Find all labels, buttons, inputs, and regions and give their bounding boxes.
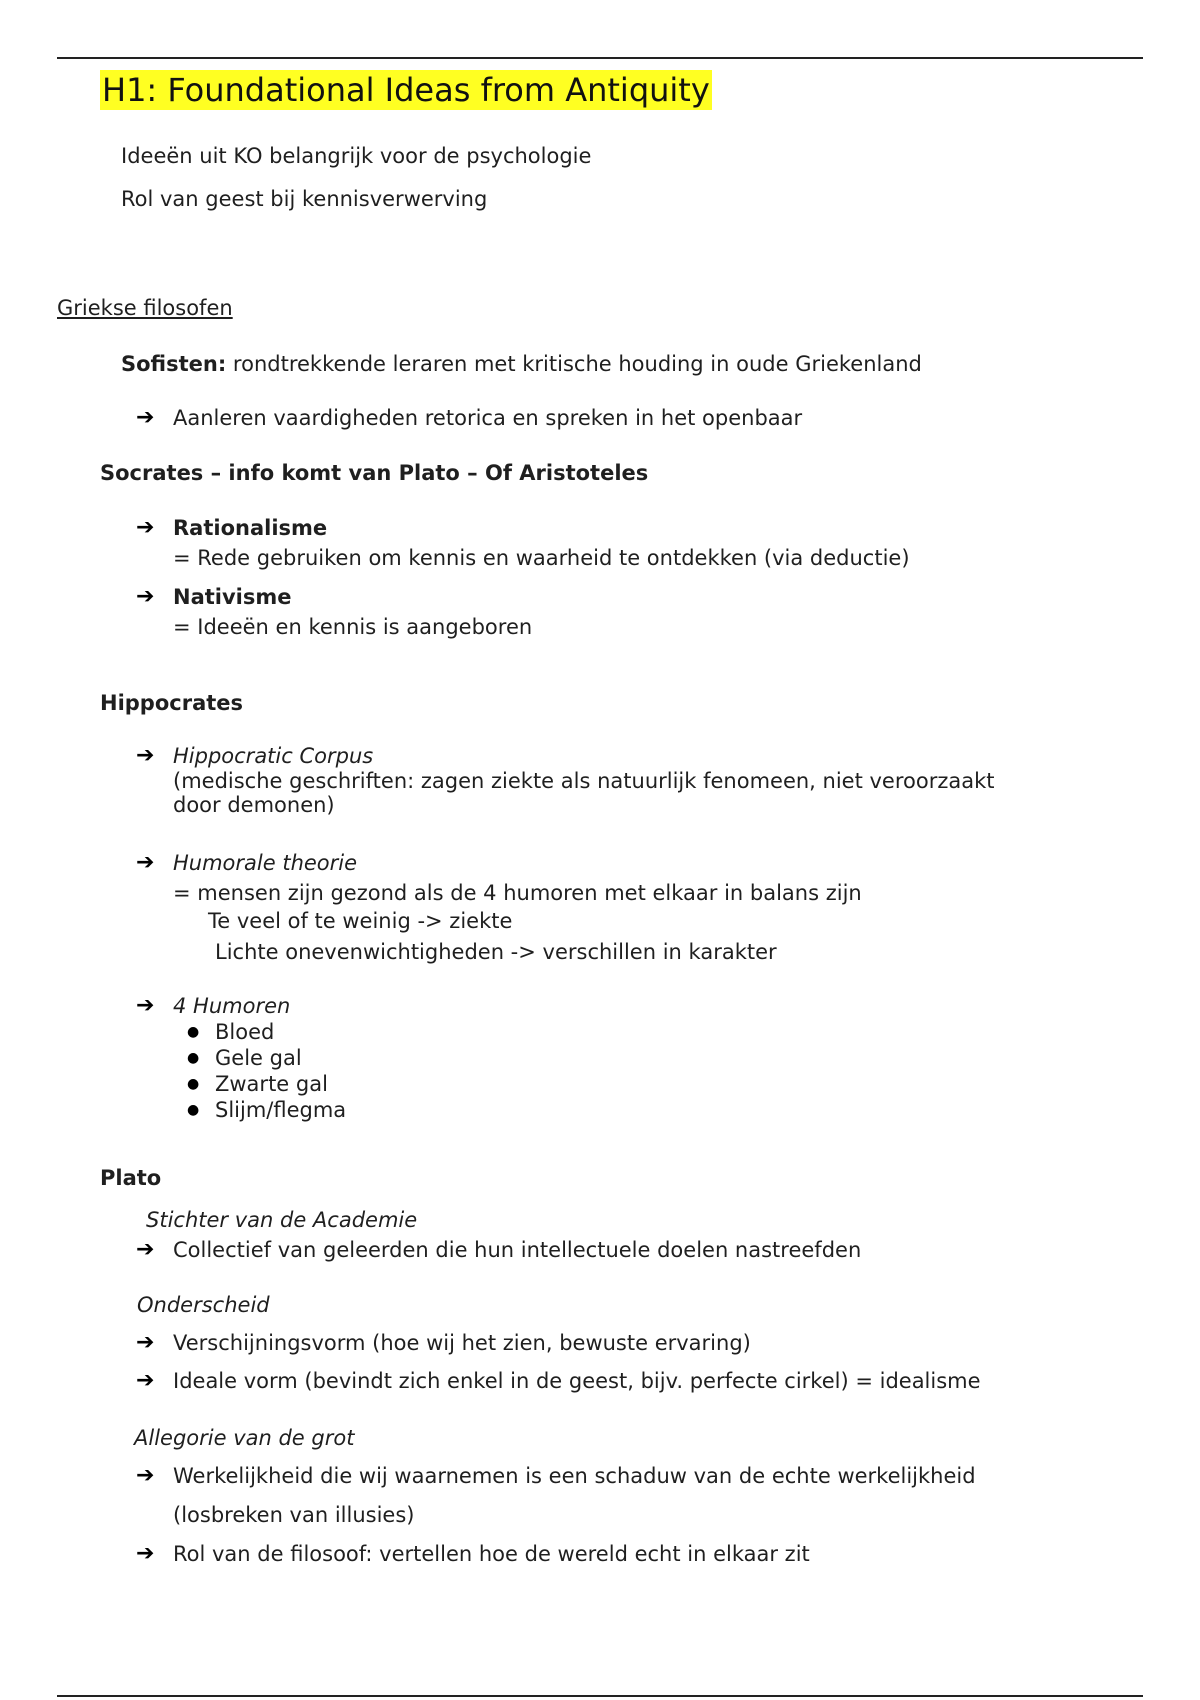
cave-point-1: Werkelijkheid die wij waarnemen is een schaduw van de echte werkelijkheid — [173, 1464, 976, 1488]
arrow-icon: ➔ — [136, 850, 155, 875]
sofisten-definition — [121, 351, 922, 377]
bullet-icon: ● — [187, 1076, 200, 1092]
arrow-icon: ➔ — [136, 515, 155, 540]
academy-subtitle: Stichter van de Academie — [146, 1208, 418, 1232]
corpus-line-2: door demonen) — [173, 793, 335, 817]
socrates-heading: Socrates – info komt van Plato – Of Aristoteles — [100, 461, 649, 485]
plato-heading: Plato — [100, 1166, 162, 1190]
nativisme-definition: = Ideeën en kennis is aangeboren — [173, 615, 533, 639]
arrow-icon: ➔ — [136, 1330, 155, 1355]
bullet-icon: ● — [187, 1102, 200, 1118]
distinction-subtitle: Onderscheid — [137, 1293, 270, 1317]
academy-point: Collectief van geleerden die hun intellectuele doelen nastreefden — [173, 1238, 862, 1262]
cave-point-1-continued: (losbreken van illusies) — [173, 1503, 415, 1527]
top-rule — [57, 57, 1143, 59]
arrow-icon: ➔ — [136, 1541, 155, 1566]
distinction-point: Verschijningsvorm (hoe wij het zien, bewuste ervaring) — [173, 1331, 751, 1355]
sofisten-text: rondtrekkende leraren met kritische houding in oude Griekenland — [226, 352, 922, 376]
arrow-icon: ➔ — [136, 405, 155, 430]
distinction-point: Ideale vorm (bevindt zich enkel in de geest, bijv. perfecte cirkel) = idealisme — [173, 1369, 981, 1393]
rationalisme-term: Rationalisme — [173, 516, 328, 540]
humor-item: Gele gal — [215, 1046, 302, 1070]
humor-item: Slijm/flegma — [215, 1098, 347, 1122]
arrow-icon: ➔ — [136, 584, 155, 609]
cave-subtitle: Allegorie van de grot — [134, 1426, 355, 1450]
bottom-rule — [57, 1695, 1143, 1697]
arrow-icon: ➔ — [136, 1237, 155, 1262]
intro-line-2: Rol van geest bij kennisverwerving — [121, 187, 488, 211]
section-heading: Griekse filosofen — [57, 296, 233, 320]
rationalisme-definition: = Rede gebruiken om kennis en waarheid te ontdekken (via deductie) — [173, 546, 910, 570]
humor-item: Bloed — [215, 1020, 275, 1044]
cave-point-2: Rol van de filosoof: vertellen hoe de wereld echt in elkaar zit — [173, 1542, 810, 1566]
arrow-icon: ➔ — [136, 993, 155, 1018]
humoral-line-3: Lichte onevenwichtigheden -> verschillen in karakter — [215, 940, 777, 964]
corpus-term: Hippocratic Corpus — [173, 744, 374, 768]
bullet-icon: ● — [187, 1024, 200, 1040]
humoral-line-2: Te veel of te weinig -> ziekte — [208, 909, 513, 933]
intro-line-1: Ideeën uit KO belangrijk voor de psychologie — [121, 144, 592, 168]
humoral-line-1: = mensen zijn gezond als de 4 humoren met elkaar in balans zijn — [173, 881, 862, 905]
arrow-icon: ➔ — [136, 1368, 155, 1393]
bullet-icon: ● — [187, 1050, 200, 1066]
page-title: H1: Foundational Ideas from Antiquity — [102, 71, 710, 109]
humoral-term: Humorale theorie — [173, 851, 358, 875]
nativisme-term: Nativisme — [173, 585, 292, 609]
hippocrates-heading: Hippocrates — [100, 691, 244, 715]
humor-item: Zwarte gal — [215, 1072, 328, 1096]
corpus-line-1: (medische geschriften: zagen ziekte als natuurlijk fenomeen, niet veroorzaakt — [173, 769, 995, 793]
sofisten-label: Sofisten: — [121, 352, 227, 376]
sofisten-point: Aanleren vaardigheden retorica en spreken in het openbaar — [173, 406, 803, 430]
arrow-icon: ➔ — [136, 743, 155, 768]
humors-term: 4 Humoren — [173, 994, 291, 1018]
arrow-icon: ➔ — [136, 1463, 155, 1488]
